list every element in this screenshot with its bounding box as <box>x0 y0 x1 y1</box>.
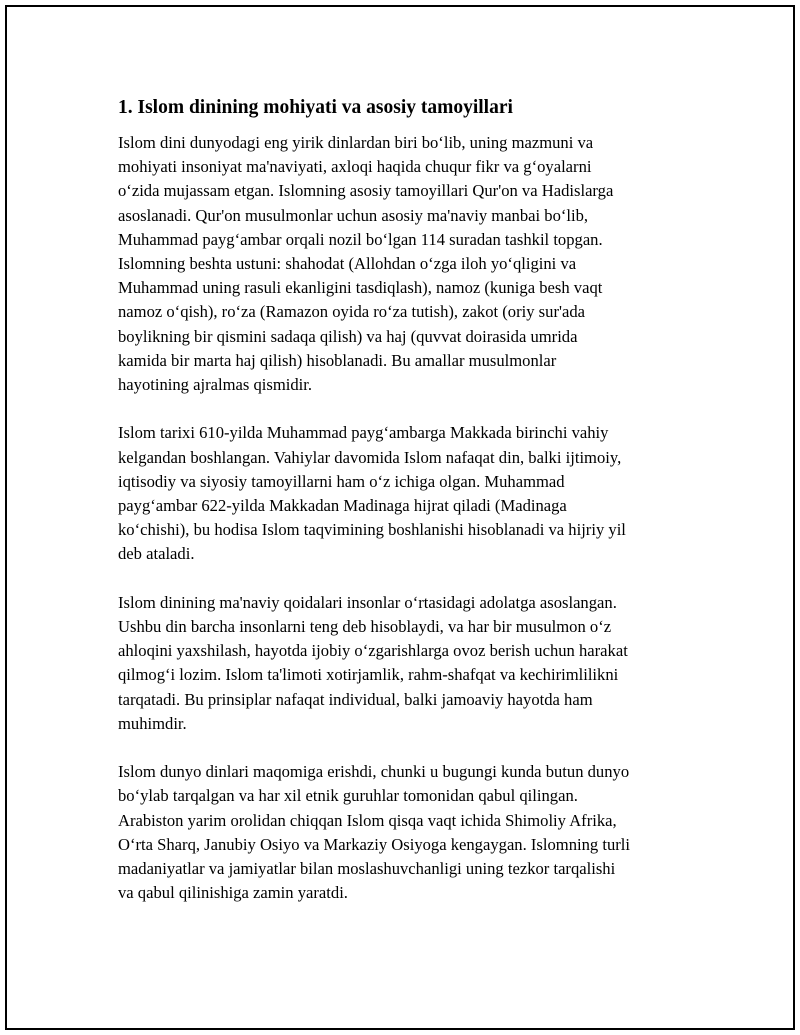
paragraph-line: Islom dinining ma'naviy qoidalari insonlar o‘rtasidagi adolatga asoslangan. <box>118 592 617 612</box>
paragraph <box>118 421 693 566</box>
paragraph-line: kamida bir marta haj qilish) hisoblanadi. Bu amallar musulmonlar <box>118 350 557 370</box>
paragraph-line: boylikning bir qismini sadaqa qilish) va haj (quvvat doirasida umrida <box>118 326 578 346</box>
paragraph-line: madaniyatlar va jamiyatlar bilan moslashuvchanligi uning tezkor tarqalishi <box>118 859 616 879</box>
paragraph-line: o‘zida mujassam etgan. Islomning asosiy tamoyillari Qur'on va Hadislarga <box>118 181 614 201</box>
paragraph-line: ko‘chishi), bu hodisa Islom taqvimining boshlanishi hisoblanadi va hijriy yil <box>118 520 626 540</box>
paragraph-line: qilmog‘i lozim. Islom ta'limoti xotirjamlik, rahm-shafqat va kechirimlilikni <box>118 665 619 685</box>
paragraph <box>118 591 693 736</box>
paragraph-line: hayotining ajralmas qismidir. <box>118 375 313 395</box>
document-heading: 1. Islom dinining mohiyati va asosiy tamoyillari <box>118 97 513 118</box>
paragraph <box>118 760 693 905</box>
paragraph-line: Islom tarixi 610-yilda Muhammad payg‘ambarga Makkada birinchi vahiy <box>118 423 609 443</box>
paragraph-line: kelgandan boshlangan. Vahiylar davomida Islom nafaqat din, balki ijtimoiy, <box>118 447 622 467</box>
paragraph-line: bo‘ylab tarqalgan va har xil etnik guruhlar tomonidan qabul qilingan. <box>118 786 578 806</box>
paragraph-line: va qabul qilinishiga zamin yaratdi. <box>118 883 348 903</box>
paragraph-line: deb ataladi. <box>118 544 195 564</box>
paragraph-line: Islomning beshta ustuni: shahodat (Allohdan o‘zga iloh yo‘qligini va <box>118 254 577 274</box>
paragraph-line: Arabiston yarim orolidan chiqqan Islom qisqa vaqt ichida Shimoliy Afrika, <box>118 810 617 830</box>
paragraph-line: namoz o‘qish), ro‘za (Ramazon oyida ro‘za tutish), zakot (oriy sur'ada <box>118 302 585 322</box>
document-body <box>118 95 693 905</box>
paragraph-line: muhimdir. <box>118 713 187 733</box>
paragraph-line: Muhammad payg‘ambar orqali nozil bo‘lgan 114 suradan tashkil topgan. <box>118 229 603 249</box>
paragraph-line: ahloqini yaxshilash, hayotda ijobiy o‘zgarishlarga ovoz berish uchun harakat <box>118 641 628 661</box>
paragraph-line: mohiyati insoniyat ma'naviyati, axloqi haqida chuqur fikr va g‘oyalarni <box>118 157 592 177</box>
paragraph-line: iqtisodiy va siyosiy tamoyillarni ham o‘z ichiga olgan. Muhammad <box>118 471 565 491</box>
paragraph-line: Muhammad uning rasuli ekanligini tasdiqlash), namoz (kuniga besh vaqt <box>118 278 603 298</box>
paragraph-line: O‘rta Sharq, Janubiy Osiyo va Markaziy Osiyoga kengaygan. Islomning turli <box>118 834 630 854</box>
paragraph-container <box>118 131 693 905</box>
paragraph-line: Islom dunyo dinlari maqomiga erishdi, chunki u bugungi kunda butun dunyo <box>118 762 630 782</box>
paragraph-line: payg‘ambar 622-yilda Makkadan Madinaga hijrat qiladi (Madinaga <box>118 496 567 516</box>
paragraph-line: Ushbu din barcha insonlarni teng deb hisoblaydi, va har bir musulmon o‘z <box>118 617 612 637</box>
paragraph <box>118 131 693 397</box>
paragraph-line: tarqatadi. Bu prinsiplar nafaqat individual, balki jamoaviy hayotda ham <box>118 689 593 709</box>
paragraph-line: Islom dini dunyodagi eng yirik dinlardan biri bo‘lib, uning mazmuni va <box>118 133 594 152</box>
paragraph-line: asoslanadi. Qur'on musulmonlar uchun asosiy ma'naviy manbai bo‘lib, <box>118 205 589 225</box>
